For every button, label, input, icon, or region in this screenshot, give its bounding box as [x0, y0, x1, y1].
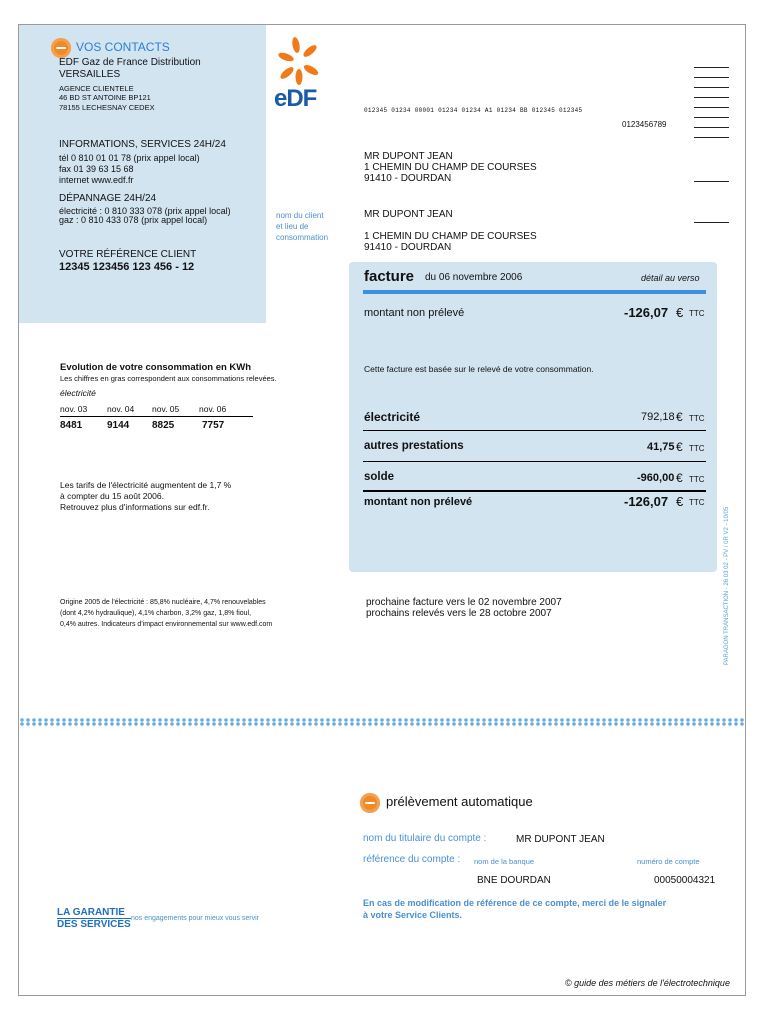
- contact-city: VERSAILLES: [59, 69, 121, 80]
- detail-au-verso: détail au verso: [641, 273, 700, 283]
- month-label: nov. 04: [107, 404, 135, 414]
- facture-panel: [349, 262, 717, 572]
- contacts-title: VOS CONTACTS: [76, 40, 170, 54]
- consumption-value: 9144: [107, 420, 130, 431]
- row-label-montant: montant non prélevé: [364, 496, 473, 508]
- holder-value: MR DUPONT JEAN: [516, 834, 605, 845]
- depannage-title: DÉPANNAGE 24H/24: [59, 193, 157, 204]
- client-street: 1 CHEMIN DU CHAMP DE COURSES: [364, 231, 537, 242]
- facture-bar: [363, 290, 706, 294]
- client-label: nom du client et lieu de consommation: [276, 211, 329, 242]
- contact-agency: AGENCE CLIENTELE: [59, 84, 134, 93]
- bank-value: BNE DOURDAN: [477, 875, 551, 886]
- ref-label: référence du compte :: [363, 854, 461, 865]
- montant-ttc: TTC: [689, 309, 705, 318]
- vertical-note: PARAGON TRANSACTION - 26 03 02 - PV / 0R V2 - 10/05: [724, 506, 730, 665]
- origine-note: Origine 2005 de l'électricité : 85,8% nucléaire, 4,7% renouvelables (dont 4,2% hydraulique), 4,1% charbon, 3,2% gaz, 1,8% fioul, 0,4% autres. Indicateurs d'impact environnemental sur www.edf.com: [60, 599, 273, 628]
- recipient-street: 1 CHEMIN DU CHAMP DE COURSES: [364, 162, 537, 173]
- barcode-number: 0123456789: [622, 120, 667, 129]
- month-label: nov. 03: [60, 404, 88, 414]
- facture-date: du 06 novembre 2006: [425, 272, 523, 283]
- contact-internet[interactable]: internet www.edf.fr: [59, 175, 134, 185]
- depannage-gaz: gaz : 0 810 433 078 (prix appel local): [59, 215, 208, 225]
- facture-note: Cette facture est basée sur le relevé de votre consommation.: [364, 364, 594, 374]
- footer-copyright: © guide des métiers de l'électrotechnique: [565, 978, 730, 988]
- row-value-electricite: 792,18: [641, 411, 675, 423]
- row-currency: €: [676, 410, 683, 424]
- contact-address1: 46 BD ST ANTOINE BP121: [59, 93, 151, 102]
- perforation-line: [19, 718, 746, 726]
- holder-label: nom du titulaire du compte :: [363, 833, 487, 844]
- edf-bullet-icon: [51, 38, 71, 58]
- consumption-value: 8481: [60, 420, 83, 431]
- row-label-solde: solde: [364, 471, 395, 483]
- row-value-montant: -126,07: [624, 494, 669, 509]
- month-label: nov. 06: [199, 404, 227, 414]
- account-value: 00050004321: [654, 875, 716, 886]
- row-value-solde: -960,00: [637, 472, 675, 484]
- consumption-title: Evolution de votre consommation en KWh: [60, 362, 252, 373]
- prelevement-title: prélèvement automatique: [386, 794, 533, 809]
- consumption-divider: [60, 416, 253, 417]
- barcode-line: 012345 01234 00001 01234 01234 A1 01234 BB 012345 012345: [364, 107, 583, 114]
- prelevement-note: En cas de modification de référence de ce compte, merci de le signaler à votre Service Clients.: [363, 898, 667, 920]
- depannage-elec: électricité : 0 810 333 078 (prix appel local): [59, 206, 231, 216]
- row-ttc: TTC: [689, 444, 705, 453]
- facture-title: facture: [364, 268, 415, 285]
- recipient-city: 91410 - DOURDAN: [364, 173, 452, 184]
- account-label: numéro de compte: [637, 857, 700, 866]
- row-ttc: TTC: [689, 475, 705, 484]
- montant-label: montant non prélevé: [364, 307, 465, 319]
- row-divider: [363, 430, 706, 431]
- vertical-note-wrap: [724, 506, 732, 825]
- consumption-category: électricité: [60, 388, 96, 398]
- client-address: [364, 209, 537, 253]
- row-currency: €: [676, 494, 684, 509]
- recipient-address: [364, 151, 537, 184]
- ref-title: VOTRE RÉFÉRENCE CLIENT: [59, 249, 197, 260]
- recipient-name: MR DUPONT JEAN: [364, 151, 453, 162]
- row-currency: €: [676, 471, 683, 485]
- contact-company: EDF Gaz de France Distribution: [59, 57, 201, 68]
- consumption-value: 8825: [152, 420, 175, 431]
- row-currency: €: [676, 440, 683, 454]
- edf-logo-text: eDF: [274, 85, 317, 112]
- row-divider: [363, 490, 706, 492]
- invoice-page: [18, 24, 746, 996]
- contact-fax: fax 01 39 63 15 68: [59, 164, 134, 174]
- client-city: 91410 - DOURDAN: [364, 242, 452, 253]
- prochaine-facture: prochaine facture vers le 02 novembre 2007: [366, 597, 562, 608]
- month-label: nov. 05: [152, 404, 180, 414]
- row-ttc: TTC: [689, 498, 705, 507]
- row-label-electricite: électricité: [364, 410, 421, 424]
- row-label-autres: autres prestations: [364, 440, 464, 452]
- consumption-subtitle: Les chiffres en gras correspondent aux consommations relevées.: [60, 374, 277, 383]
- info-title: INFORMATIONS, SERVICES 24H/24: [59, 139, 226, 150]
- row-value-autres: 41,75: [647, 441, 675, 453]
- contacts-panel: [19, 25, 266, 323]
- contact-tel: tél 0 810 01 01 78 (prix appel local): [59, 153, 200, 163]
- row-ttc: TTC: [689, 414, 705, 423]
- montant-value: -126,07: [624, 305, 669, 320]
- ref-value: 12345 123456 123 456 - 12: [59, 261, 195, 273]
- edf-logo: [272, 35, 332, 115]
- client-name: MR DUPONT JEAN: [364, 209, 453, 220]
- montant-currency: €: [676, 305, 684, 320]
- consumption-value: 7757: [202, 420, 225, 431]
- garantie-tagline: nos engagements pour mieux vous servir: [131, 915, 260, 922]
- prochains-releves: prochains relevés vers le 28 octobre 2007: [366, 608, 552, 619]
- tarifs-note: Les tarifs de l'électricité augmentent de 1,7 % à compter du 15 août 2006. Retrouvez plus d'informations sur edf.fr.: [60, 480, 232, 512]
- row-divider: [363, 461, 706, 462]
- bank-label: nom de la banque: [474, 857, 535, 866]
- next-dates: [366, 597, 562, 619]
- contact-address2: 78155 LECHESNAY CEDEX: [59, 103, 155, 112]
- garantie-logo: LA GARANTIE DES SERVICES: [57, 907, 131, 930]
- edf-bullet-icon: [360, 793, 380, 813]
